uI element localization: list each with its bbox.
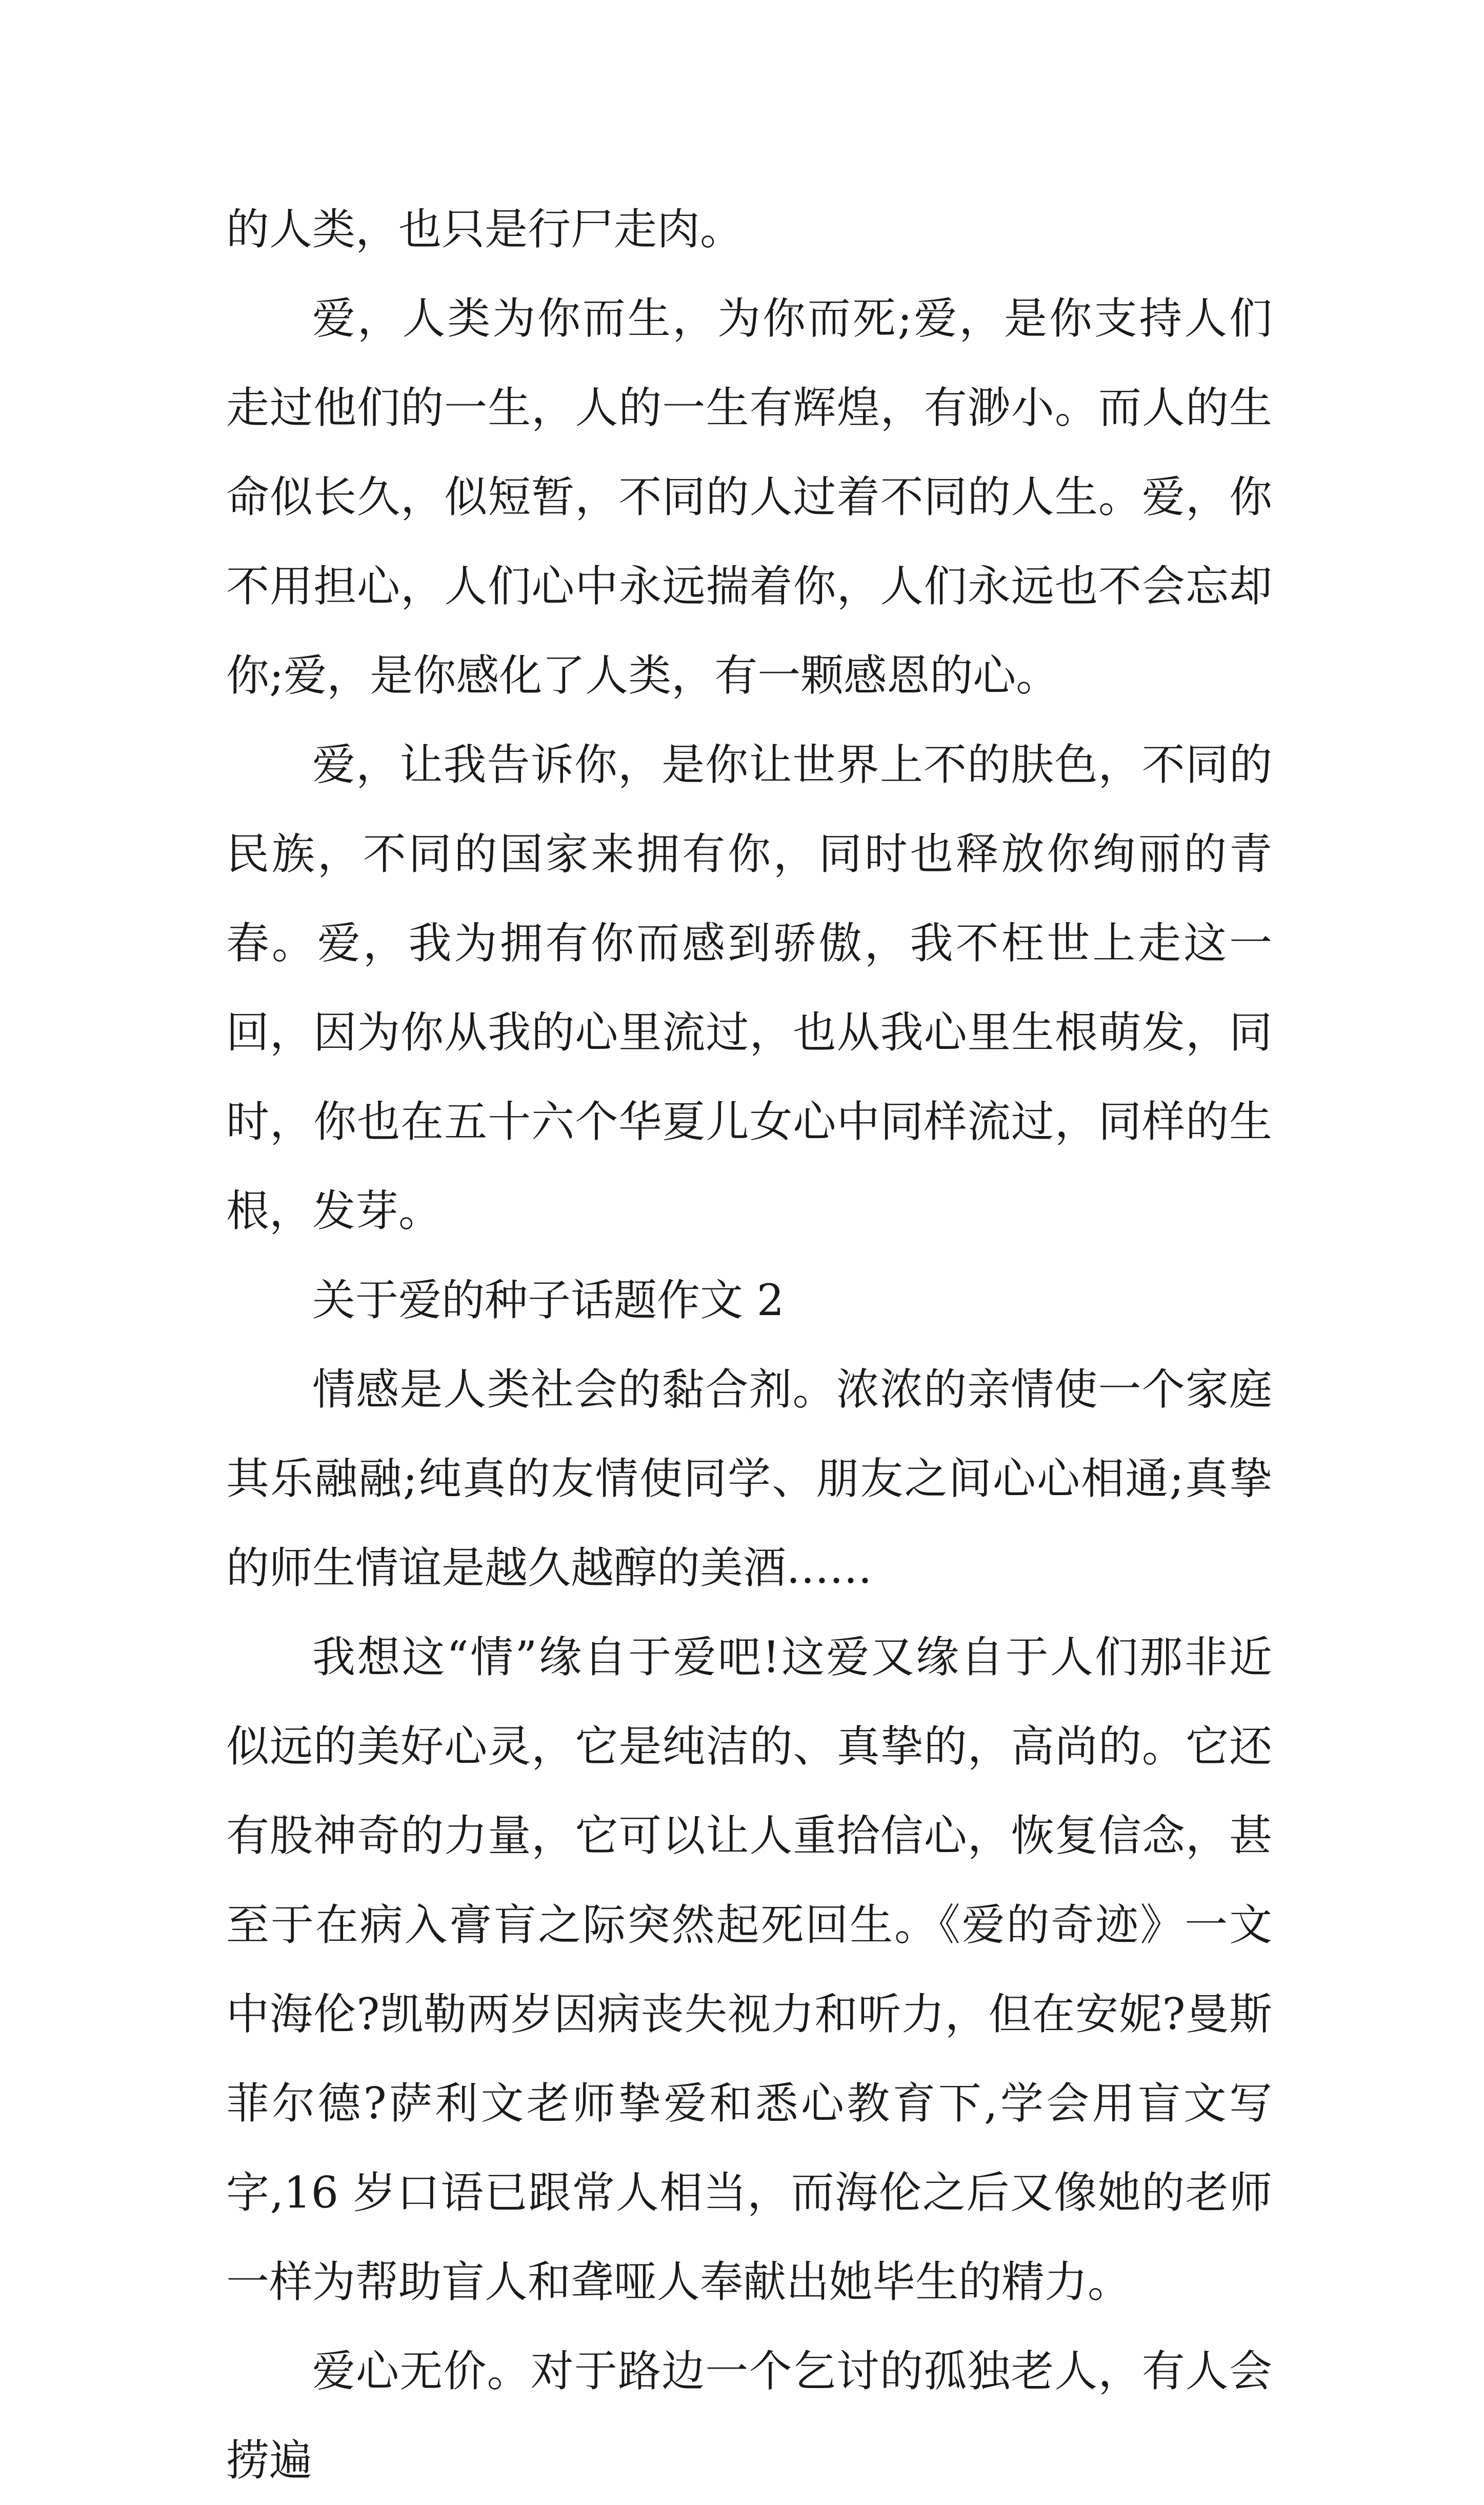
- paragraph: 爱，让我告诉你，是你让世界上不的肤色，不同的民族，不同的国家来拥有你，同时也释放你绚丽的青春。爱，我为拥有你而感到骄傲，我不枉世上走这一回，因为你从我的心里流过，也从我心里生根萌发，同时，你也在五十六个华夏儿女心中同样流过，同样的生根，发芽。: [226, 740, 1272, 1236]
- section-heading: 关于爱的种子话题作文 2: [312, 1275, 785, 1325]
- paragraph-continuation: 的人类，也只是行尸走肉。: [226, 204, 744, 254]
- paragraph: 我想这“情”缘自于爱吧!这爱又缘自于人们那非近似远的美好心灵，它是纯洁的、真挚的，高尚的。它还有股神奇的力量，它可以让人重拾信心，恢复信念，甚至于在病入膏肓之际突然起死回生。《爱的奇迹》一文中海伦?凯勒两岁因病丧失视力和听力，但在安妮?曼斯菲尔德?萨利文老师挚爱和悉心教育下,学会用盲文写字,16 岁口语已跟常人相当，而海伦之后又像她的老师一样为帮助盲人和聋哑人奉献出她毕生的精力。: [226, 1632, 1272, 2307]
- paragraph: 爱心无价。对于路边一个乞讨的孤独老人，有人会捞遍: [226, 2346, 1272, 2486]
- paragraph: 爱，人类为你而生，为你而死;爱，是你支持人们走过他们的一生，人的一生有辉煌，有渺小。而人的生命似长久，似短暂，不同的人过着不同的人生。爱，你不用担心，人们心中永远揣着你，人们永远也不会忘却你;爱，是你感化了人类，有一颗感恩的心。: [226, 293, 1272, 701]
- paragraph: 情感是人类社会的黏合剂。浓浓的亲情使一个家庭其乐融融;纯真的友情使同学、朋友之间心心相通;真挚的师生情谊是越久越醇的美酒……: [226, 1364, 1272, 1593]
- document-body: [226, 185, 1272, 2505]
